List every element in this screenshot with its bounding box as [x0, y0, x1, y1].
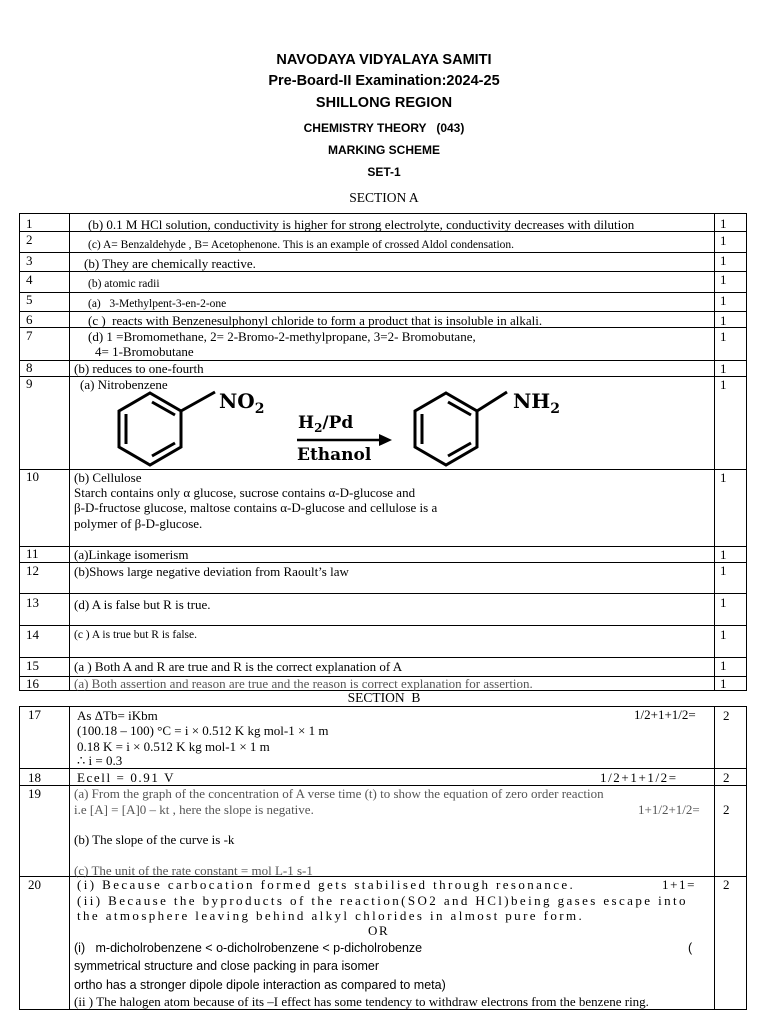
answer-text: (b) They are chemically reactive.	[84, 256, 256, 271]
nitrobenzene-reduction-reaction	[115, 389, 575, 471]
answer-text: (a) Both assertion and reason are true and the reason is correct explanation for assertion.	[74, 676, 533, 691]
or-separator: OR	[368, 923, 390, 938]
question-number: 14	[26, 627, 39, 642]
answer-line: 0.18 K = i × 0.512 K kg mol-1 × 1 m	[77, 739, 270, 754]
question-number: 11	[26, 546, 39, 561]
section-a-title: SECTION A	[349, 190, 419, 205]
answer-line: (ii ) The halogen atom because of its –I effect has some tendency to withdraw electrons from the benzene ring.	[74, 994, 649, 1009]
question-number: 10	[26, 469, 39, 484]
region-title: SHILLONG REGION	[315, 95, 453, 111]
marks: 2	[723, 770, 730, 785]
marks: 1	[720, 563, 727, 578]
mark-split: 1/2+1+1/2=	[600, 770, 678, 785]
nitro-group-label: $NO_2$	[219, 389, 265, 417]
marks: 1	[720, 329, 727, 344]
org-title: NAVODAYA VIDYALAYA SAMITI	[276, 52, 492, 68]
answer-text: (a) 3-Methylpent-3-en-2-one	[88, 298, 227, 310]
mark-split: 1+1=	[662, 877, 697, 892]
answer-explanation: polymer of β-D-glucose.	[74, 516, 203, 531]
answer-line: (100.18 – 100) °C = i × 0.512 K kg mol-1 × 1 m	[77, 723, 329, 738]
answer-line: (b) The slope of the curve is -k	[74, 832, 235, 847]
answer-text: (c ) reacts with Benzenesulphonyl chloride to form a product that is insoluble in alkali.	[88, 313, 543, 328]
answer-text: (b) Cellulose	[74, 470, 142, 485]
marks: 2	[723, 877, 730, 892]
answer-line: ∴ i = 0.3	[77, 753, 123, 768]
answer-text: (b) reduces to one-fourth	[74, 361, 204, 376]
marks: 1	[720, 547, 727, 562]
marks: 1	[720, 595, 727, 610]
marks: 1	[720, 293, 727, 308]
marks: 1	[720, 470, 727, 485]
subject-title: CHEMISTRY THEORY (043)	[303, 121, 465, 135]
question-number: 5	[26, 292, 33, 307]
answer-text: (b)Shows large negative deviation from Raoult’s law	[74, 564, 349, 579]
marks: 2	[723, 802, 730, 817]
doc-type: MARKING SCHEME	[327, 143, 440, 157]
answer-text: (c ) A is true but R is false.	[74, 629, 197, 641]
question-number: 9	[26, 376, 33, 391]
question-number: 1	[26, 216, 33, 231]
marks: 1	[720, 272, 727, 287]
question-number: 2	[26, 232, 33, 247]
answer-line: (i) Because carbocation formed gets stabilised through resonance.	[77, 877, 576, 892]
amino-group-label: $NH_2$	[513, 389, 560, 417]
question-number: 6	[26, 312, 33, 327]
answer-line: the atmosphere leaving behind alkyl chlorides in almost pure form.	[77, 908, 585, 923]
answer-line: (	[688, 941, 693, 955]
answer-text: (a ) Both A and R are true and R is the correct explanation of A	[74, 659, 403, 674]
question-number: 19	[28, 786, 41, 801]
answer-text: Ecell = 0.91 V	[77, 770, 176, 785]
exam-title: Pre-Board-II Examination:2024-25	[268, 73, 500, 89]
answer-line: (ii) Because the byproducts of the reaction(SO2 and HCl)being gases escape into	[77, 893, 688, 908]
marks: 1	[720, 377, 727, 392]
answer-line: ortho has a stronger dipole dipole interaction as compared to meta)	[74, 978, 446, 992]
question-number: 12	[26, 563, 39, 578]
answer-line: (i) m-dicholrobenzene < o-dicholrobenzene < p-dicholrobenze	[74, 941, 423, 955]
marks: 1	[720, 627, 727, 642]
answer-text: (d) A is false but R is true.	[74, 597, 211, 612]
answer-text: (a) Nitrobenzene	[80, 377, 168, 392]
benzene-ring-icon	[415, 392, 507, 465]
answer-text: (b) atomic radii	[88, 278, 160, 290]
answer-line: i.e [A] = [A]0 – kt , here the slope is negative.	[74, 802, 314, 817]
question-number: 8	[26, 360, 33, 375]
reagent-label: $H_2/Pd$	[298, 413, 354, 435]
question-number: 13	[26, 595, 39, 610]
question-number: 18	[28, 770, 41, 785]
marks: 1	[720, 658, 727, 673]
answer-explanation: β-D-fructose glucose, maltose contains α-D-glucose and cellulose is a	[74, 500, 438, 515]
question-number: 20	[28, 877, 41, 892]
set-label: SET-1	[367, 165, 401, 179]
question-number: 17	[28, 707, 41, 722]
answer-explanation: Starch contains only α glucose, sucrose contains α-D-glucose and	[74, 485, 416, 500]
mark-split: 1/2+1+1/2=	[634, 707, 696, 722]
solvent-label: Ethanol	[297, 445, 372, 465]
answer-line: As ΔTb= iKbm	[77, 708, 158, 723]
question-number: 7	[26, 328, 33, 343]
answer-line: (c) The unit of the rate constant = mol L-1 s-1	[74, 863, 313, 878]
marks: 1	[720, 313, 727, 328]
question-number: 16	[26, 676, 39, 691]
marks: 1	[720, 253, 727, 268]
marks: 1	[720, 676, 727, 691]
benzene-ring-icon	[119, 392, 215, 465]
question-number: 4	[26, 272, 33, 287]
answer-text-line-2: 4= 1-Bromobutane	[95, 344, 194, 359]
marks: 1	[720, 216, 727, 231]
question-number: 15	[26, 658, 39, 673]
marks: 1	[720, 361, 727, 376]
answer-line: (a) From the graph of the concentration of A verse time (t) to show the equation of zero order reaction	[74, 786, 604, 801]
answer-line: symmetrical structure and close packing in para isomer	[74, 959, 379, 973]
mark-split: 1+1/2+1/2=	[638, 802, 700, 817]
marks: 1	[720, 233, 727, 248]
marks: 2	[723, 708, 730, 723]
answer-text: (b) 0.1 M HCl solution, conductivity is higher for strong electrolyte, conductivity decreases with dilution	[88, 217, 635, 232]
answer-text: (d) 1 =Bromomethane, 2= 2-Bromo-2-methylpropane, 3=2- Bromobutane,	[88, 329, 476, 344]
answer-text: (a)Linkage isomerism	[74, 547, 189, 562]
answer-text: (c) A= Benzaldehyde , B= Acetophenone. This is an example of crossed Aldol condensation.	[88, 239, 515, 251]
section-b-title: SECTION B	[347, 690, 421, 705]
question-number: 3	[26, 253, 33, 268]
